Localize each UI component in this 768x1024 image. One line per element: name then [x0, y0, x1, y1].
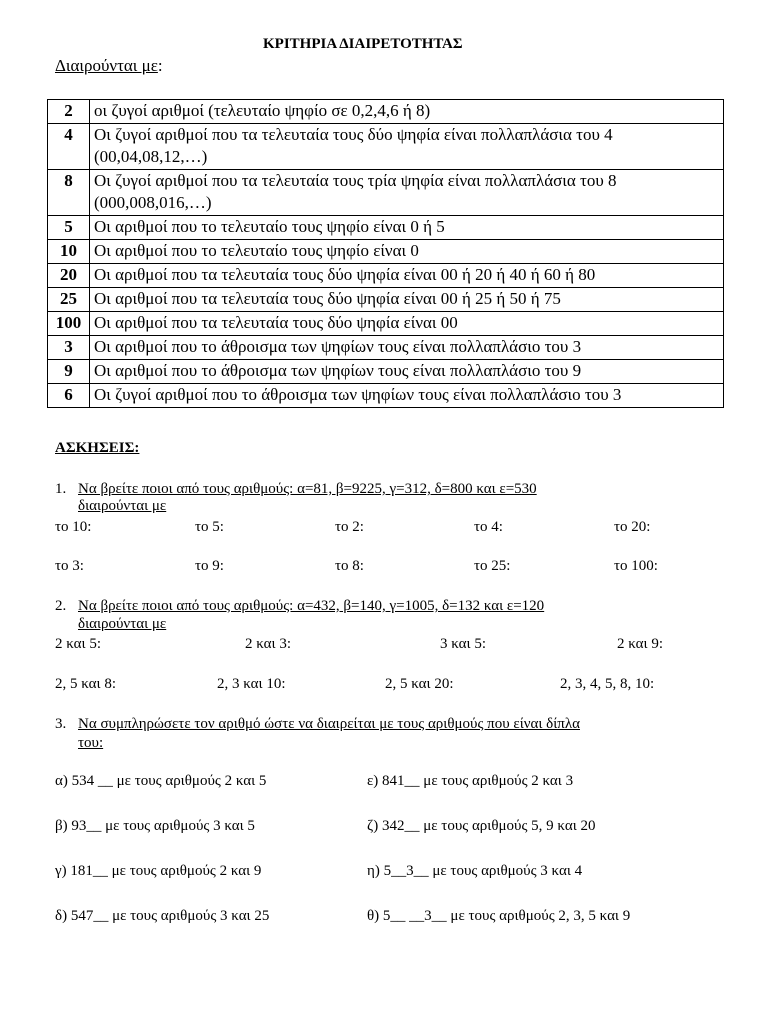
- ex1-answer-label: το 8:: [335, 558, 364, 574]
- rule-text: Οι ζυγοί αριθμοί που το άθροισμα των ψηφίων τους είναι πολλαπλάσιο του 3: [90, 384, 724, 408]
- rule-row: [48, 288, 724, 312]
- exercises-heading: ΑΣΚΗΣΕΙΣ:: [55, 440, 140, 456]
- rule-row: [48, 124, 724, 170]
- ex2-prompt-line2: διαιρούνται με: [78, 616, 167, 632]
- ex3-item: ζ) 342__ με τους αριθμούς 5, 9 και 20: [367, 818, 596, 834]
- rule-row: [48, 170, 724, 216]
- ex3-item: δ) 547__ με τους αριθμούς 3 και 25: [55, 908, 270, 924]
- rule-row: [48, 240, 724, 264]
- rule-divisor: 100: [48, 312, 90, 336]
- rule-row: [48, 264, 724, 288]
- ex3-item: α) 534 __ με τους αριθμούς 2 και 5: [55, 773, 267, 789]
- ex2-answer-label: 2 και 9:: [617, 636, 663, 652]
- subtitle: [55, 56, 163, 76]
- ex1-answer-label: το 5:: [195, 519, 224, 535]
- rule-row: [48, 360, 724, 384]
- rule-text: Οι αριθμοί που τα τελευταία τους δύο ψηφία είναι 00: [90, 312, 724, 336]
- rule-text: Οι αριθμοί που το τελευταίο τους ψηφίο είναι 0 ή 5: [90, 216, 724, 240]
- ex3-item: θ) 5__ __3__ με τους αριθμούς 2, 3, 5 και 9: [367, 908, 631, 924]
- ex1-answer-label: το 4:: [474, 519, 503, 535]
- rule-row: [48, 216, 724, 240]
- rule-text: Οι αριθμοί που το άθροισμα των ψηφίων τους είναι πολλαπλάσιο του 3: [90, 336, 724, 360]
- rule-divisor: 2: [48, 100, 90, 124]
- ex3-item: γ) 181__ με τους αριθμούς 2 και 9: [55, 863, 262, 879]
- ex1-answer-label: το 10:: [55, 519, 92, 535]
- ex1-answer-label: το 100:: [614, 558, 658, 574]
- ex1-answer-label: το 9:: [195, 558, 224, 574]
- rule-row: [48, 312, 724, 336]
- ex1-answer-label: το 3:: [55, 558, 84, 574]
- ex3-item: η) 5__3__ με τους αριθμούς 3 και 4: [367, 863, 583, 879]
- rule-row: [48, 100, 724, 124]
- rule-divisor: 6: [48, 384, 90, 408]
- ex2-answer-label: 2 και 3:: [245, 636, 291, 652]
- rule-divisor: 4: [48, 124, 90, 170]
- ex2-answer-label: 2, 3, 4, 5, 8, 10:: [560, 676, 655, 692]
- subtitle-text: Διαιρούνται με: [55, 56, 158, 75]
- rule-divisor: 5: [48, 216, 90, 240]
- rule-row: [48, 336, 724, 360]
- rule-text: Οι αριθμοί που το άθροισμα των ψηφίων τους είναι πολλαπλάσιο του 9: [90, 360, 724, 384]
- ex3-prompt-line1: Να συμπληρώσετε τον αριθμό ώστε να διαιρείται με τους αριθμούς που είναι δίπλα: [78, 716, 580, 732]
- ex1-answer-label: το 20:: [614, 519, 651, 535]
- page-title: ΚΡΙΤΗΡΙΑ ΔΙΑΙΡΕΤΟΤΗΤΑΣ: [263, 36, 463, 52]
- ex1-prompt-line1: Να βρείτε ποιοι από τους αριθμούς: α=81, β=9225, γ=312, δ=800 και ε=530: [78, 481, 537, 497]
- ex1-prompt-line2: διαιρούνται με: [78, 498, 167, 514]
- rule-divisor: 10: [48, 240, 90, 264]
- ex1-answer-label: το 2:: [335, 519, 364, 535]
- ex3-number: 3.: [55, 716, 67, 732]
- ex2-answer-label: 2, 5 και 20:: [385, 676, 454, 692]
- rule-row: [48, 384, 724, 408]
- ex2-number: 2.: [55, 598, 67, 614]
- rule-text: Οι αριθμοί που τα τελευταία τους δύο ψηφία είναι 00 ή 25 ή 50 ή 75: [90, 288, 724, 312]
- rule-text: Οι αριθμοί που το τελευταίο τους ψηφίο είναι 0: [90, 240, 724, 264]
- rule-text: Οι ζυγοί αριθμοί που τα τελευταία τους δύο ψηφία είναι πολλαπλάσια του 4 (00,04,08,12,…): [90, 124, 724, 170]
- ex2-prompt-line1: Να βρείτε ποιοι από τους αριθμούς: α=432, β=140, γ=1005, δ=132 και ε=120: [78, 598, 545, 614]
- rule-divisor: 25: [48, 288, 90, 312]
- subtitle-colon: :: [157, 56, 163, 75]
- ex2-answer-label: 2 και 5:: [55, 636, 101, 652]
- rule-text: Οι ζυγοί αριθμοί που τα τελευταία τους τρία ψηφία είναι πολλαπλάσια του 8 (000,008,016,…): [90, 170, 724, 216]
- ex1-number: 1.: [55, 481, 67, 497]
- rule-text: οι ζυγοί αριθμοί (τελευταίο ψηφίο σε 0,2,4,6 ή 8): [90, 100, 724, 124]
- divisibility-rules-table: [47, 99, 724, 408]
- rule-divisor: 3: [48, 336, 90, 360]
- ex2-answer-label: 2, 5 και 8:: [55, 676, 116, 692]
- rule-divisor: 8: [48, 170, 90, 216]
- ex1-answer-label: το 25:: [474, 558, 511, 574]
- ex3-item: β) 93__ με τους αριθμούς 3 και 5: [55, 818, 255, 834]
- ex3-item: ε) 841__ με τους αριθμούς 2 και 3: [367, 773, 574, 789]
- ex3-prompt-line2: του:: [78, 735, 104, 751]
- rule-divisor: 9: [48, 360, 90, 384]
- ex2-answer-label: 3 και 5:: [440, 636, 486, 652]
- rule-divisor: 20: [48, 264, 90, 288]
- ex2-answer-label: 2, 3 και 10:: [217, 676, 286, 692]
- rule-text: Οι αριθμοί που τα τελευταία τους δύο ψηφία είναι 00 ή 20 ή 40 ή 60 ή 80: [90, 264, 724, 288]
